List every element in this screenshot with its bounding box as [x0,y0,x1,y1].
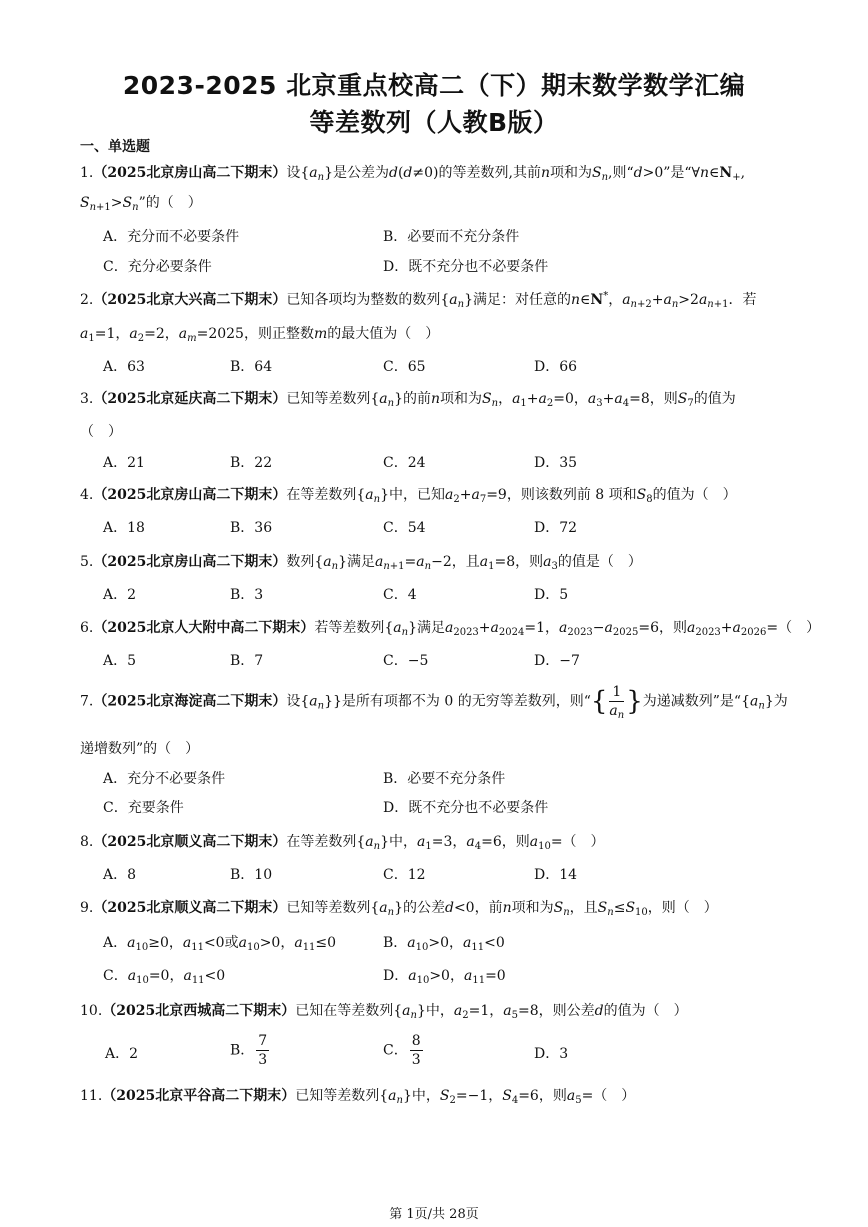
q10-option-a[interactable]: A．2 [105,1046,139,1062]
q5-option-d[interactable]: D．5 [534,587,569,603]
question-6: 6.（2025北京人大附中高二下期末）若等差数列$\{a_n\}$满足$a_{2023}+a_{2024}=1$，$a_{2023}-a_{2025}=6$，则$a_{2023}+a_{2026}=$（ ） [80,620,821,638]
question-4: 4.（2025北京房山高二下期末）在等差数列$\{a_n\}$中，已知$a_2+a_7=9$，则该数列前 8 项和$S_8$的值为（ ） [80,487,737,505]
q8-option-d[interactable]: D．14 [534,867,578,883]
q1-option-b[interactable]: B．必要而不充分条件 [383,229,520,245]
document-subtitle: 等差数列（人教B版） [309,108,559,137]
q10-option-b[interactable]: B． $\frac{7}{3}$ [230,1033,268,1068]
question-10: 10.（2025北京西城高二下期末）已知在等差数列$\{a_n\}$中，$a_2=1$，$a_5=8$，则公差d的值为（ ） [80,1003,688,1021]
q9-option-c[interactable]: C．$a_{10}=0$，$a_{11}<0$ [103,968,226,986]
q5-option-a[interactable]: A．2 [103,587,137,603]
q3-option-c[interactable]: C．24 [383,455,426,471]
q7-option-d[interactable]: D．既不充分也不必要条件 [383,800,549,816]
q4-option-d[interactable]: D．72 [534,520,578,536]
question-3: 3.（2025北京延庆高二下期末）已知等差数列$\{a_n\}$的前n项和为$S_n$，$a_1+a_2=0$，$a_3+a_4=8$，则$S_7$的值为 [80,391,736,409]
q5-option-b[interactable]: B．3 [230,587,264,603]
question-11: 11.（2025北京平谷高二下期末）已知等差数列$\{a_n\}$中，$S_2=-1$，$S_4=6$，则$a_5=$（ ） [80,1088,636,1106]
question-2: 2.（2025北京大兴高二下期末）已知各项均为整数的数列$\{a_n\}$满足：对任意的n∈N*，$a_{n+2}+a_n>2a_{n+1}$．若 [80,290,757,310]
q4-option-a[interactable]: A．18 [103,520,145,536]
q9-option-d[interactable]: D．$a_{10}>0$，$a_{11}=0$ [383,968,506,986]
q7-option-b[interactable]: B．必要不充分条件 [383,771,506,787]
q8-option-c[interactable]: C．12 [383,867,426,883]
q8-option-a[interactable]: A．8 [103,867,137,883]
q3-option-b[interactable]: B．22 [230,455,273,471]
q10-option-d[interactable]: D．3 [534,1046,569,1062]
question-2-line2: $a_1=1$，$a_2=2$，$a_m=2025$，则正整数m的最大值为（ ） [80,326,440,344]
page-footer: 第 1页/共 28页 [389,1207,479,1222]
question-8: 8.（2025北京顺义高二下期末）在等差数列$\{a_n\}$中，$a_1=3$，$a_4=6$，则$a_{10}=$（ ） [80,834,605,852]
q10-option-c[interactable]: C． $\frac{8}{3}$ [383,1033,421,1068]
q6-option-b[interactable]: B．7 [230,653,264,669]
question-7-line2: 递增数列”的（ ） [80,741,200,757]
q7-option-a[interactable]: A．充分不必要条件 [103,771,226,787]
q9-option-a[interactable]: A．$a_{10}\ge 0$，$a_{11}<0$或$a_{10}>0$，$a_{11}\le 0$ [103,935,337,953]
q3-option-a[interactable]: A．21 [103,455,145,471]
q1-option-a[interactable]: A．充分而不必要条件 [103,229,240,245]
q2-option-d[interactable]: D．66 [534,359,578,375]
q2-option-b[interactable]: B．64 [230,359,273,375]
question-5: 5.（2025北京房山高二下期末）数列$\{a_n\}$满足$a_{n+1}=a_n-2$，且$a_1=8$，则$a_3$的值是（ ） [80,554,642,572]
q8-option-b[interactable]: B．10 [230,867,273,883]
q6-option-c[interactable]: C．−5 [383,653,429,669]
q1-option-d[interactable]: D．既不充分也不必要条件 [383,259,549,275]
q5-option-c[interactable]: C．4 [383,587,417,603]
q2-option-a[interactable]: A．63 [103,359,145,375]
document-title: 2023-2025 北京重点校高二（下）期末数学数学汇编 [122,71,746,100]
question-3-line2: （ ） [80,424,122,440]
q6-option-a[interactable]: A．5 [103,653,137,669]
q7-option-c[interactable]: C．充要条件 [103,800,184,816]
question-1: 1.（2025北京房山高二下期末）设$\{a_n\}$是公差为d(d≠0)的等差数列,其前n项和为$S_n$,则“d>0”是“$\forall n\in N_+$, [80,165,746,183]
q9-option-b[interactable]: B．$a_{10}>0$，$a_{11}<0$ [383,935,505,953]
question-7: 7.（2025北京海淀高二下期末）设$\{a_n\}$}是所有项都不为 0 的无穷等差数列，则“{ $\frac{1}{a_n}$ }为递减数列”是“$\{a_n\}$为 [80,684,788,721]
q1-option-c[interactable]: C．充分必要条件 [103,259,212,275]
q6-option-d[interactable]: D．−7 [534,653,580,669]
q4-option-b[interactable]: B．36 [230,520,273,536]
question-9: 9.（2025北京顺义高二下期末）已知等差数列$\{a_n\}$的公差d<0，前n项和为$S_n$，且$S_n\le S_{10}$，则（ ） [80,900,718,918]
q2-option-c[interactable]: C．65 [383,359,426,375]
q3-option-d[interactable]: D．35 [534,455,578,471]
q4-option-c[interactable]: C．54 [383,520,426,536]
question-1-line2: $S_{n+1}>S_n$”的（ ） [80,195,202,213]
section-heading: 一、单选题 [80,139,150,155]
